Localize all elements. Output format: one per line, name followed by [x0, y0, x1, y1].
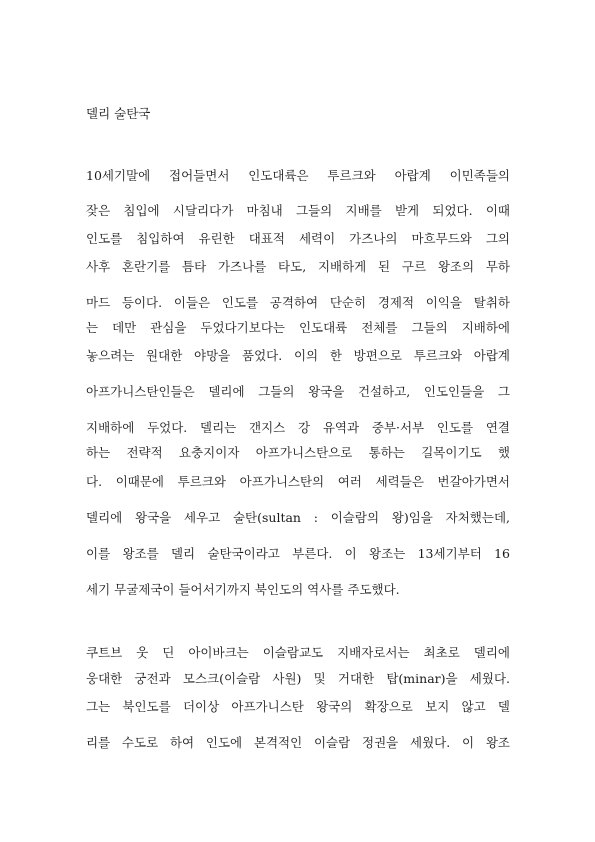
paragraph1-line: 마드 등이다. 이들은 인도를 공격하여 단순히 경제적 이익을 탈취하 — [86, 295, 510, 310]
paragraph1-line: 델리에 왕국을 세우고 술탄(sultan : 이슬람의 왕)임을 자처했는데, — [86, 510, 510, 525]
paragraph1-line: 인도를 침입하여 유린한 대표적 세력이 가즈나의 마흐무드와 그의 — [86, 231, 510, 246]
document-heading: 델리 술탄국 — [86, 106, 151, 121]
paragraph2-line: 그는 북인도를 더이상 아프가니스탄 왕국의 확장으로 보지 않고 델 — [86, 699, 510, 714]
paragraph1-line: 이를 왕조를 델리 술탄국이라고 부른다. 이 왕조는 13세기부터 16 — [86, 546, 510, 561]
paragraph1-line: 지배하에 두었다. 델리는 갠지스 강 유역과 중부·서부 인도를 연결 — [86, 420, 510, 435]
paragraph2-line: 웅대한 궁전과 모스크(이슬람 사원) 및 거대한 탑(minar)을 세웠다. — [86, 671, 510, 686]
paragraph1-line: 놓으려는 원대한 야망을 품었다. 이의 한 방편으로 투르크와 아랍계 — [86, 348, 510, 363]
paragraph1-line: 잦은 침입에 시달리다가 마침내 그들의 지배를 받게 되었다. 이때 — [86, 203, 510, 218]
paragraph2-line: 쿠트브 웃 딘 아이바크는 이슬람교도 지배자로서는 최초로 델리에 — [86, 645, 510, 660]
paragraph1-line: 아프가니스탄인들은 델리에 그들의 왕국을 건설하고, 인도인들을 그 — [86, 384, 510, 399]
paragraph2-line: 리를 수도로 하여 인도에 본격적인 이슬람 정권을 세웠다. 이 왕조 — [86, 735, 510, 750]
paragraph1-line: 다. 이때문에 투르크와 아프가니스탄의 여러 세력들은 번갈아가면서 — [86, 474, 510, 489]
paragraph1-line: 10세기말에 접어들면서 인도대륙은 투르크와 아랍계 이민족들의 — [86, 168, 510, 183]
paragraph1-line: 하는 전략적 요충지이자 아프가니스탄으로 통하는 길목이기도 했 — [86, 445, 510, 460]
paragraph1-line: 사후 혼란기를 틈타 가즈나를 타도, 지배하게 된 구르 왕조의 무하 — [86, 259, 510, 274]
paragraph1-line: 세기 무굴제국이 들어서기까지 북인도의 역사를 주도했다. — [86, 582, 400, 597]
paragraph1-line: 는 데만 관심을 두었다기보다는 인도대륙 전체를 그들의 지배하에 — [86, 320, 510, 335]
